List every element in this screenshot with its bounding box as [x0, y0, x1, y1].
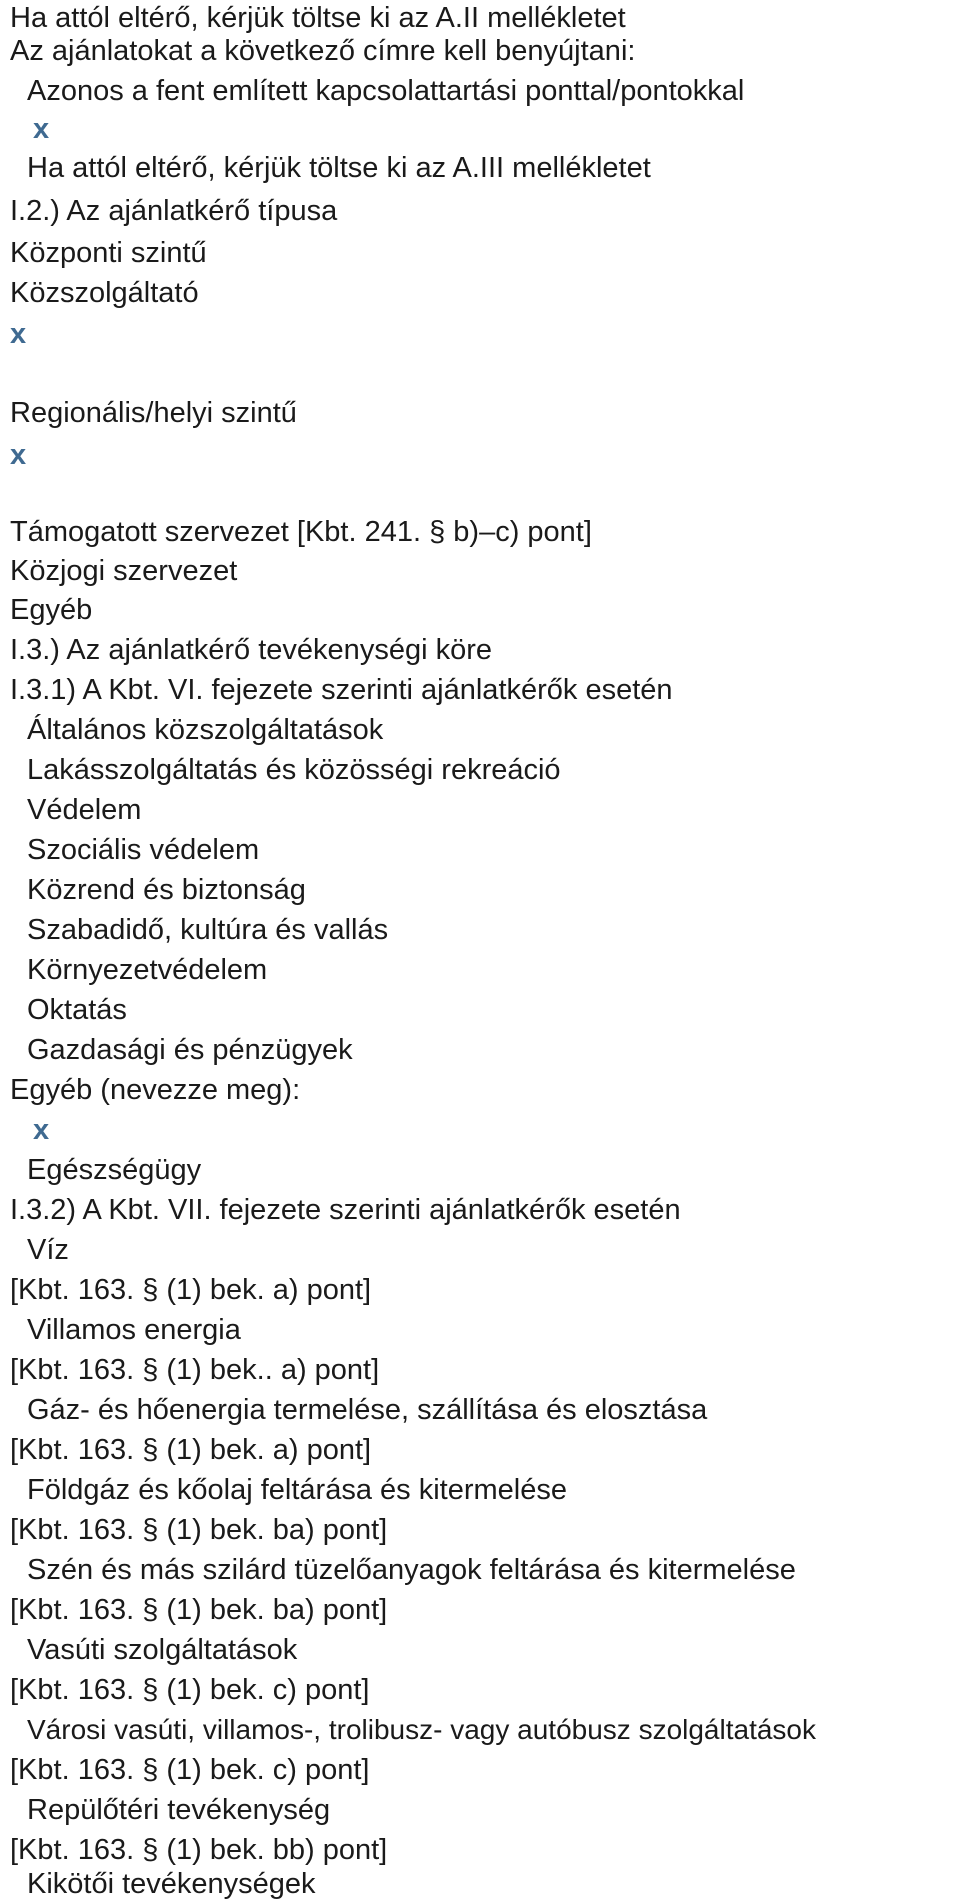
text-line: Ha attól eltérő, kérjük töltse ki az A.III mellékletet: [27, 152, 651, 184]
text-line: Oktatás: [27, 994, 127, 1026]
text-line: Támogatott szervezet [Kbt. 241. § b)–c) pont]: [10, 516, 592, 548]
text-line: [Kbt. 163. § (1) bek. a) pont]: [10, 1434, 372, 1466]
text-line: Védelem: [27, 794, 142, 826]
text-line: Repülőtéri tevékenység: [27, 1794, 331, 1826]
text-line: Víz: [27, 1234, 69, 1266]
text-line: Regionális/helyi szintű: [10, 397, 297, 429]
text-line: Ha attól eltérő, kérjük töltse ki az A.II mellékletet: [10, 2, 626, 34]
text-line: Szociális védelem: [27, 834, 260, 866]
section-heading: I.3.2) A Kbt. VII. fejezete szerinti ajánlatkérők esetén: [10, 1194, 681, 1226]
text-line: Az ajánlatokat a következő címre kell benyújtani:: [10, 35, 636, 67]
text-line: [Kbt. 163. § (1) bek. c) pont]: [10, 1754, 370, 1786]
text-line: Lakásszolgáltatás és közösségi rekreáció: [27, 754, 561, 786]
text-line: Közszolgáltató: [10, 277, 199, 309]
x-mark: x: [33, 113, 50, 145]
text-line: Környezetvédelem: [27, 954, 268, 986]
text-line: [Kbt. 163. § (1) bek.. a) pont]: [10, 1354, 380, 1386]
x-mark: x: [10, 439, 27, 471]
text-line: Vasúti szolgáltatások: [27, 1634, 298, 1666]
text-line: Egészségügy: [27, 1154, 202, 1186]
text-line: [Kbt. 163. § (1) bek. ba) pont]: [10, 1594, 388, 1626]
text-line: [Kbt. 163. § (1) bek. ba) pont]: [10, 1514, 388, 1546]
text-line: Szabadidő, kultúra és vallás: [27, 914, 389, 946]
text-line: [Kbt. 163. § (1) bek. a) pont]: [10, 1274, 372, 1306]
text-line: [Kbt. 163. § (1) bek. bb) pont]: [10, 1834, 388, 1866]
text-line: [Kbt. 163. § (1) bek. c) pont]: [10, 1674, 370, 1706]
text-line: Közrend és biztonság: [27, 874, 306, 906]
section-heading: I.2.) Az ajánlatkérő típusa: [10, 195, 338, 227]
text-line: Egyéb (nevezze meg):: [10, 1074, 301, 1106]
text-line: Közjogi szervezet: [10, 555, 238, 587]
text-line: Villamos energia: [27, 1314, 241, 1346]
text-line: Azonos a fent említett kapcsolattartási ponttal/pontokkal: [27, 75, 745, 107]
text-line: Földgáz és kőolaj feltárása és kitermelése: [27, 1474, 567, 1506]
text-line: Városi vasúti, villamos-, trolibusz- vagy autóbusz szolgáltatások: [27, 1714, 817, 1745]
section-heading: I.3.1) A Kbt. VI. fejezete szerinti ajánlatkérők esetén: [10, 674, 673, 706]
x-mark: x: [33, 1114, 50, 1146]
text-line: Gazdasági és pénzügyek: [27, 1034, 353, 1066]
text-line: Szén és más szilárd tüzelőanyagok feltárása és kitermelése: [27, 1554, 796, 1586]
x-mark: x: [10, 318, 27, 350]
text-line: Gáz- és hőenergia termelése, szállítása és elosztása: [27, 1394, 708, 1426]
text-line: Kikötői tevékenységek: [27, 1868, 316, 1900]
section-heading: I.3.) Az ajánlatkérő tevékenységi köre: [10, 634, 492, 666]
text-line: Általános közszolgáltatások: [27, 714, 384, 746]
text-line: Egyéb: [10, 594, 93, 626]
text-line: Központi szintű: [10, 237, 207, 269]
